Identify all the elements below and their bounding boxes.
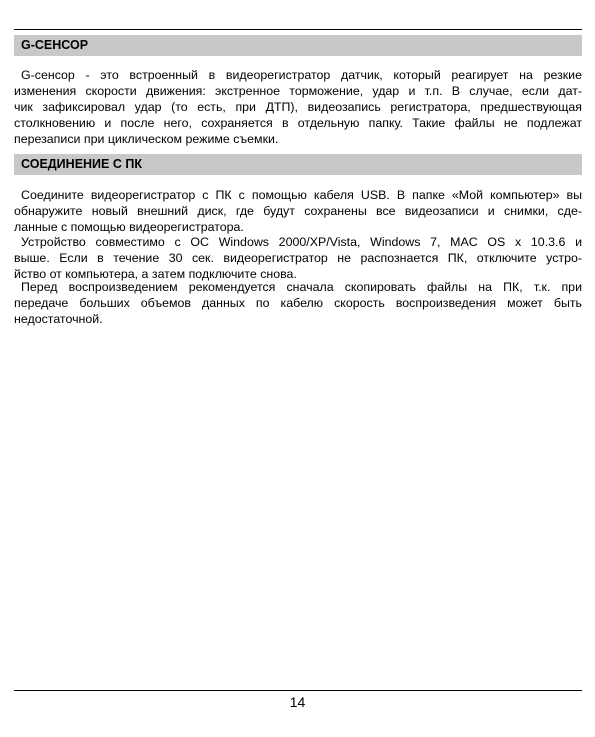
paragraph-line: йство от компьютера, а затем подключите снова. [14, 267, 297, 281]
bottom-rule [14, 690, 582, 691]
paragraph-playback-advice [14, 279, 582, 327]
paragraph-g-sensor [14, 67, 582, 147]
top-rule [14, 29, 582, 30]
section-header-g-sensor [14, 35, 582, 56]
paragraph-line: чик зафиксировал удар (то есть, при ДТП), видеозапись регистратора, предшествующая [14, 100, 582, 114]
paragraph-usb-connection [14, 187, 582, 235]
section-title: СОЕДИНЕНИЕ С ПК [21, 157, 142, 171]
paragraph-line: изменения скорости движения: экстренное торможение, удар и т.п. В случае, если дат- [14, 84, 582, 98]
section-header-pc-connection [14, 154, 582, 175]
paragraph-line: передаче больших объемов данных по кабелю скорость воспроизведения может быть [14, 296, 582, 310]
section-title: G-СЕНСОР [21, 38, 89, 52]
paragraph-line: выше. Если в течение 30 сек. видеорегистратор не распознается ПК, отключите устро- [14, 251, 582, 265]
paragraph-line: столкновению и после него, сохраняется в отдельную папку. Такие файлы не подлежат [14, 116, 582, 130]
page-number: 14 [289, 694, 306, 710]
paragraph-line: недостаточной. [14, 312, 103, 326]
paragraph-line: Перед воспроизведением рекомендуется сначала скопировать файлы на ПК, т.к. при [21, 280, 582, 294]
paragraph-line: G-сенсор - это встроенный в видеорегистратор датчик, который реагирует на резкие [21, 68, 582, 82]
paragraph-line: Устройство совместимо с ОС Windows 2000/XP/Vista, Windows 7, MAC OS x 10.3.6 и [21, 235, 582, 249]
paragraph-line: Соедините видеорегистратор с ПК с помощью кабеля USB. В папке «Мой компьютер» вы [21, 188, 582, 202]
paragraph-line: обнаружите новый внешний диск, где будут сохранены все видеозаписи и снимки, сде- [14, 204, 582, 218]
paragraph-compatibility [14, 234, 582, 282]
paragraph-line: ланные с помощью видеорегистратора. [14, 220, 244, 234]
paragraph-line: перезаписи при циклическом режиме съемки. [14, 132, 279, 146]
